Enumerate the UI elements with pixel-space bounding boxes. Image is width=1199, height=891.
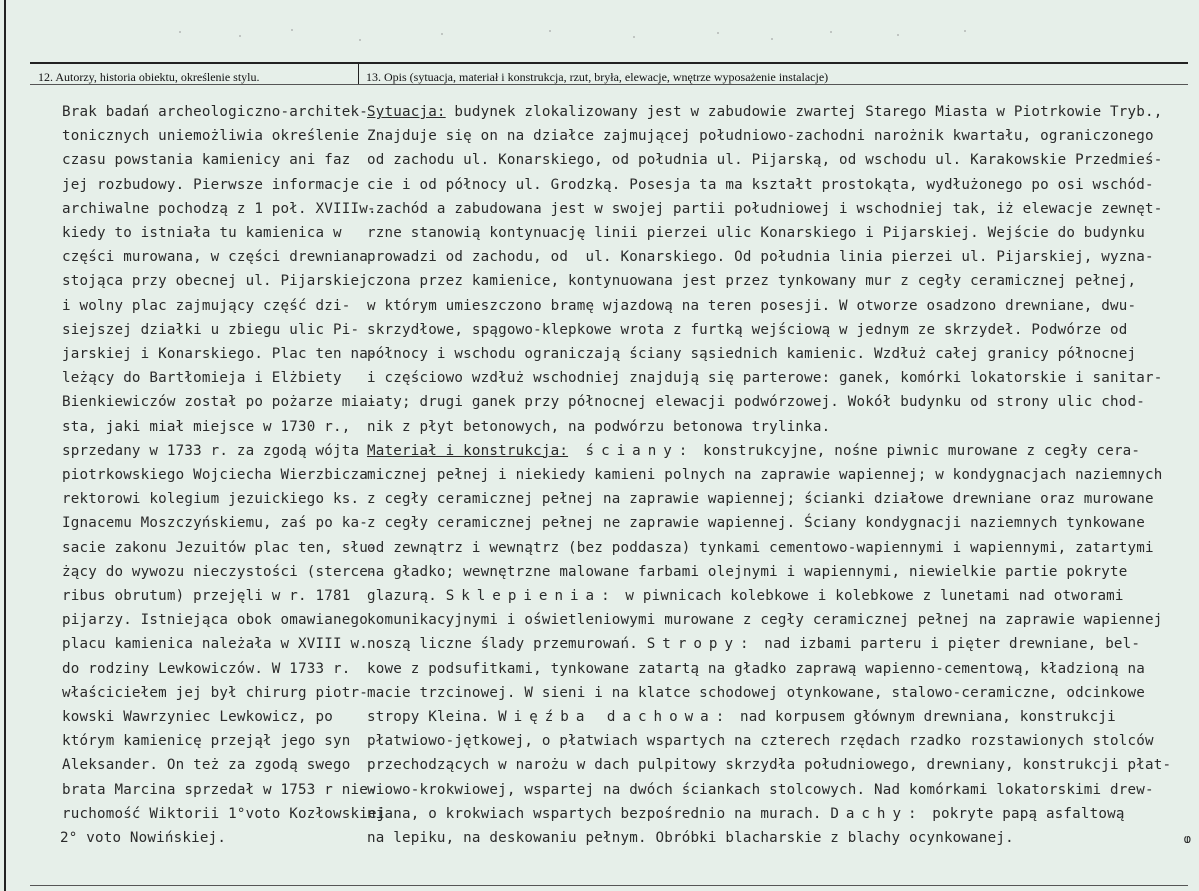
line-text: noszą liczne ślady przemurowań. [367, 636, 647, 653]
line-text: wiowo-krokwiowej, wspartej na dwóch ściankach stolcowych. Nad komórkami lokatorskimi drew- [367, 781, 1154, 798]
description-line [367, 124, 1154, 148]
description-line [367, 245, 1154, 269]
history-line: żący do wywozu nieczystości (sterce- [62, 563, 377, 580]
history-line: 2° voto Nowińskiej. [60, 830, 227, 846]
frame-left [4, 0, 6, 891]
line-text: skrzydłowe, spągowo-klepkowe wrota z furtką wejściową w jednym ze skrzydeł. Podwórze od [367, 321, 1128, 338]
description-line [367, 197, 1163, 221]
line-text: kowe z podsufitkami, tynkowane zatartą na gładko zaprawą wapienno-cementową, kładzioną na [367, 660, 1146, 677]
history-line: tonicznych uniemożliwia określenie [62, 128, 360, 145]
left-column-header: 12. Autorzy, historia obiektu, określenie stylu. [38, 70, 260, 84]
line-text: pokryte papą asfaltową [923, 805, 1125, 822]
line-text: -zachód a zabudowana jest w swojej partii południowej i wschodniej tak, iż elewacje zewnęt- [367, 200, 1163, 217]
line-text: prowadzi od zachodu, od ul. Konarskiego. Od południa linia pierzei ul. Pijarskiej, wyzna- [367, 249, 1154, 266]
history-line: Ignacemu Moszczyńskiemu, zaś po ka- [62, 515, 368, 532]
description-line [367, 632, 1140, 656]
line-text: glazurą. [367, 588, 446, 604]
description-line [367, 753, 1171, 777]
description-line [367, 318, 1128, 342]
section-heading: Materiał i konstrukcja: [367, 442, 569, 459]
description-line [367, 221, 1145, 245]
description-line [367, 439, 1140, 463]
description-line [367, 584, 1124, 608]
spaced-term: Sklepienia: [445, 588, 617, 604]
description-line [367, 269, 1136, 293]
line-text: na lepiku, na deskowaniu pełnym. Obróbki blacharskie z blachy ocynkowanej. [367, 830, 1014, 846]
history-line: sprzedany w 1733 r. za zgodą wójta [62, 442, 360, 459]
description-line [367, 366, 1163, 390]
history-line: jej rozbudowy. Pierwsze informacje [62, 176, 360, 193]
line-text: z cegły ceramicznej pełnej na zaprawie wapiennej; ścianki działowe drewniane oraz murowane [367, 491, 1154, 508]
history-line: ribus obrutum) przejęli w r. 1781 [62, 588, 351, 604]
line-text: micznej pełnej i niekiedy kamieni polnych na zaprawie wapiennej; w kondygnacjach naziemnych [367, 467, 1163, 483]
line-text: przechodzących w narożu w dach pulpitowy skrzydła południowego, drewniany, konstrukcji płat- [367, 757, 1172, 774]
section-heading: Sytuacja: [367, 104, 446, 120]
history-column [60, 100, 386, 870]
spaced-term: ściany: [585, 442, 695, 459]
history-line: rektorowi kolegium jezuickiego ks. [62, 491, 360, 508]
history-line: kiedy to istniała tu kamienica w [62, 225, 342, 241]
history-line: leżący do Bartłomieja i Elżbiety [62, 370, 342, 387]
spaced-term: Więźba dachowa: [498, 709, 732, 725]
column-divider [358, 62, 359, 84]
description-line [367, 657, 1145, 681]
description-line [367, 342, 1136, 366]
line-text: niana, o krokwiach wspartych bezpośrednio na murach. [367, 805, 831, 822]
history-line: czasu powstania kamienicy ani faz [62, 152, 351, 169]
line-text: konstrukcyjne, nośne piwnic murowane z cegły cera- [694, 442, 1141, 459]
description-column [367, 100, 1187, 870]
history-line: Aleksander. On też za zgodą swego [62, 757, 351, 774]
line-text: czona przez kamienice, kontynuowana jest przez tynkowany mur z cegły ceramicznej pełnej, [367, 273, 1137, 290]
spaced-term: Stropy: [646, 636, 756, 653]
line-text: północy i wschodu ograniczają ściany sąsiednich kamienic. Wzdłuż całej granicy północnej [367, 346, 1137, 362]
description-line [367, 415, 830, 439]
history-line: kowski Wawrzyniec Lewkowicz, po [62, 709, 333, 725]
description-line [367, 390, 1145, 414]
description-line [367, 536, 1154, 560]
line-text: rzne stanowią kontynuację linii pierzei ulic Konarskiego i Pijarskiej. Wejście do budynku [367, 225, 1146, 241]
line-text: nad korpusem głównym drewniana, konstrukcji [731, 709, 1116, 725]
line-text: od zachodu ul. Konarskiego, od południa ul. Pijarską, od wschodu ul. Karakowskie Przedmieś- [367, 152, 1163, 169]
line-text: macie trzcinowej. W sieni i na klatce schodowej otynkowane, stalowo-ceramiczne, odcinkowe [367, 684, 1146, 701]
description-line [367, 608, 1163, 632]
history-line: stojąca przy obecnej ul. Pijarskiej [62, 273, 368, 290]
description-line [367, 705, 1116, 729]
line-text: od zewnątrz i wewnątrz (bez poddasza) tynkami cementowo-wapiennymi i wapiennymi, zatartymi [367, 539, 1154, 556]
description-line [367, 294, 1136, 318]
description-line [367, 802, 1125, 826]
history-line: sta, jaki miał miejsce w 1730 r., [62, 418, 351, 435]
history-line: właściciełem jej był chirurg piotr- [62, 684, 368, 701]
history-line: sacie zakonu Jezuitów plac ten, słu- [62, 539, 377, 556]
scan-noise [30, 22, 1130, 50]
history-line: placu kamienica należała w XVIII w. [62, 636, 368, 653]
line-text: płatwiowo-jętkowej, o płatwiach wspartych na czterech rzędach rzadko rozstawionych stolców [367, 733, 1154, 750]
history-line: którym kamienicę przejął jego syn [62, 733, 351, 750]
line-text: budynek zlokalizowany jest w zabudowie zwartej Starego Miasta w Piotrkowie Tryb., [445, 104, 1163, 120]
line-text: i częściowo wzdłuż wschodniej znajdują się parterowe: ganek, komórki lokatorskie i sanitar- [367, 370, 1163, 387]
header-top-rule [30, 62, 1188, 64]
description-line [367, 463, 1163, 487]
line-text: z cegły ceramicznej pełnej ne zaprawie wapiennej. Ściany kondygnacji naziemnych tynkowane [367, 515, 1146, 532]
history-line: Brak badań archeologiczno-architek- [62, 104, 368, 120]
history-line: do rodziny Lewkowiczów. W 1733 r. [62, 660, 351, 677]
line-text: stropy Kleina. [367, 709, 499, 725]
line-text: na gładko; wewnętrzne malowane farbami olejnymi i wapiennymi, niewielkie partie pokryte [367, 563, 1128, 580]
line-text: w którym umieszczono bramę wjazdową na teren posesji. W otworze osadzono drewniane, dwu- [367, 297, 1137, 314]
description-line [367, 173, 1154, 197]
description-line [367, 511, 1145, 535]
history-line: pijarzy. Istniejąca obok omawianego [62, 612, 368, 629]
history-line: brata Marcina sprzedał w 1753 r nie- [62, 781, 377, 798]
history-line: piotrkowskiego Wojciecha Wierzbicza [62, 467, 368, 483]
description-line [367, 100, 1163, 124]
history-line: jarskiej i Konarskiego. Plac ten na- [62, 346, 377, 362]
line-text: nad izbami parteru i pięter drewniane, bel- [755, 636, 1141, 653]
line-text: iaty; drugi ganek przy północnej elewacji podwórzowej. Wokół budynku od strony ulic chod- [367, 394, 1146, 411]
history-line: części murowana, w części drewniana [62, 249, 368, 266]
description-line [367, 487, 1154, 511]
description-line [367, 729, 1154, 753]
right-column-header: 13. Opis (sytuacja, materiał i konstrukcja, rzut, bryła, elewacje, wnętrze wyposażenie instalacje) [366, 70, 829, 84]
history-line: ruchomość Wiktorii 1°voto Kozłowskiej [62, 805, 386, 822]
history-line: Bienkiewiczów został po pożarze mia- [62, 394, 377, 411]
history-line: siejszej działki u zbiegu ulic Pi- [62, 321, 360, 338]
description-line [367, 560, 1128, 584]
description-line [367, 826, 1014, 850]
description-line [367, 681, 1145, 705]
description-line [367, 778, 1154, 802]
line-text: Znajduje się on na działce zajmującej południowo-zachodni narożnik kwartału, ograniczonego [367, 128, 1154, 145]
history-line: archiwalne pochodzą z 1 poł. XVIIIw. [62, 200, 377, 217]
line-text: komunikacyjnymi i oświetleniowymi murowane z cegły ceramicznej pełnej na zaprawie wapiennej [367, 612, 1163, 629]
line-text: cie i od północy ul. Grodzką. Posesja ta ma kształt prostokąta, wydłużonego po osi wschód- [367, 176, 1154, 193]
line-text: w piwnicach kolebkowe i kolebkowe z lunetami nad otworami [616, 588, 1124, 604]
footer-rule [30, 885, 1188, 886]
page-mark: ⱷ [1183, 832, 1191, 846]
description-line [367, 148, 1163, 172]
history-line: i wolny plac zajmujący część dzi- [62, 297, 351, 314]
spaced-term: Dachy: [830, 805, 924, 822]
line-text: nik z płyt betonowych, na podwórzu betonowa trylinka. [367, 418, 831, 435]
